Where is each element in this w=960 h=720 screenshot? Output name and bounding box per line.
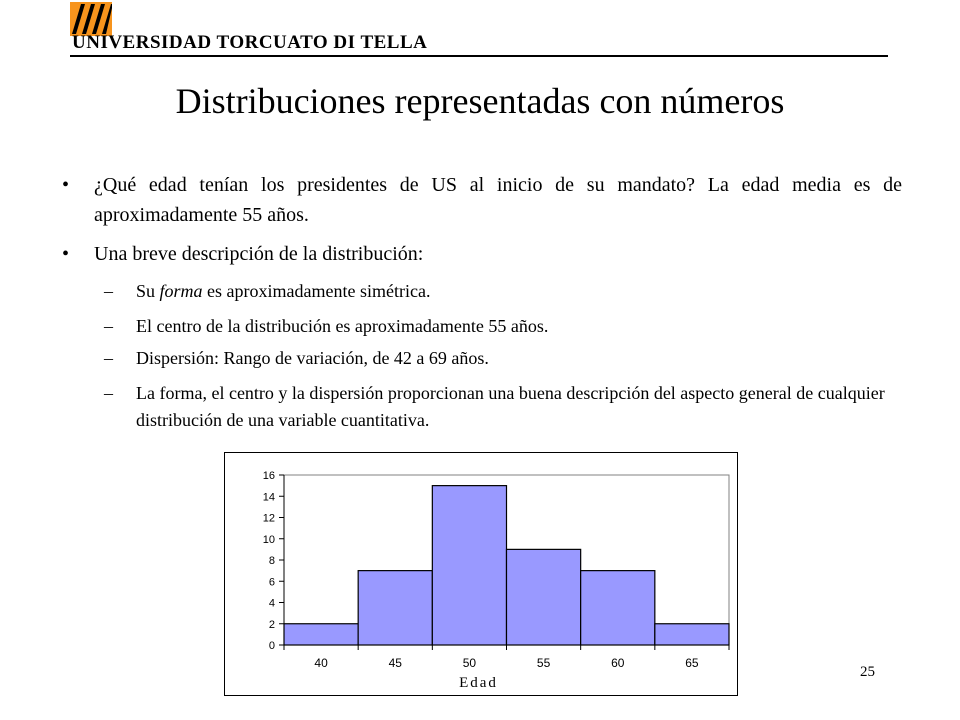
- dash-marker: –: [104, 316, 113, 336]
- bullet-text-description: Una breve descripción de la distribución:: [94, 243, 424, 265]
- x-tick-label: 60: [611, 656, 625, 670]
- histogram-bar: [432, 486, 506, 645]
- x-tick-label: 65: [685, 656, 699, 670]
- subpoint-spread: Dispersión: Rango de variación, de 42 a 69 años.: [136, 348, 489, 368]
- dash-marker: –: [104, 348, 113, 368]
- slide-title: Distribuciones representadas con números: [175, 81, 785, 121]
- histogram-chart: [224, 452, 738, 696]
- x-axis-label: Edad: [459, 675, 498, 691]
- subpoint-shape-prefix: Su: [136, 281, 160, 301]
- header-divider: [70, 55, 888, 57]
- bullet-text-mean-age: ¿Qué edad tenían los presidentes de US al inicio de su mandato? La edad media es de aproximadamente 55 años.: [94, 174, 902, 226]
- y-tick-label: 2: [268, 618, 275, 631]
- y-tick-label: 0: [268, 640, 275, 652]
- histogram-bar: [358, 571, 432, 645]
- bullet-marker: •: [62, 174, 70, 196]
- y-tick-label: 16: [262, 470, 275, 482]
- subpoint-shape: [136, 278, 896, 305]
- histogram-bar: [581, 571, 655, 645]
- histogram-bar: [655, 624, 729, 645]
- utdt-logo-icon: [70, 2, 112, 36]
- subpoint-shape-suffix: es aproximadamente simétrica.: [202, 281, 431, 301]
- y-tick-label: 14: [262, 491, 275, 504]
- bullet-marker: •: [62, 243, 70, 265]
- y-tick-label: 12: [262, 512, 275, 525]
- university-name: UNIVERSIDAD TORCUATO DI TELLA: [72, 32, 428, 53]
- dash-marker: –: [104, 281, 113, 301]
- page-number: 25: [860, 664, 875, 680]
- y-tick-label: 10: [262, 533, 275, 546]
- dash-marker: –: [104, 383, 113, 403]
- x-tick-label: 45: [388, 656, 402, 670]
- x-tick-label: 40: [314, 656, 328, 670]
- histogram-bar: [284, 624, 358, 645]
- x-tick-label: 50: [462, 656, 477, 670]
- y-tick-label: 8: [268, 555, 275, 567]
- subpoint-center: El centro de la distribución es aproximadamente 55 años.: [136, 316, 549, 336]
- y-tick-label: 6: [268, 576, 275, 589]
- y-tick-label: 4: [268, 597, 275, 610]
- histogram-svg: [225, 453, 737, 695]
- subpoint-summary: La forma, el centro y la dispersión proporcionan una buena descripción del aspecto general de cualquier distribución de una variable cuantitativa.: [136, 383, 885, 430]
- x-tick-label: 55: [536, 656, 551, 670]
- subpoint-shape-italic: forma: [159, 281, 203, 301]
- histogram-bar: [507, 549, 581, 645]
